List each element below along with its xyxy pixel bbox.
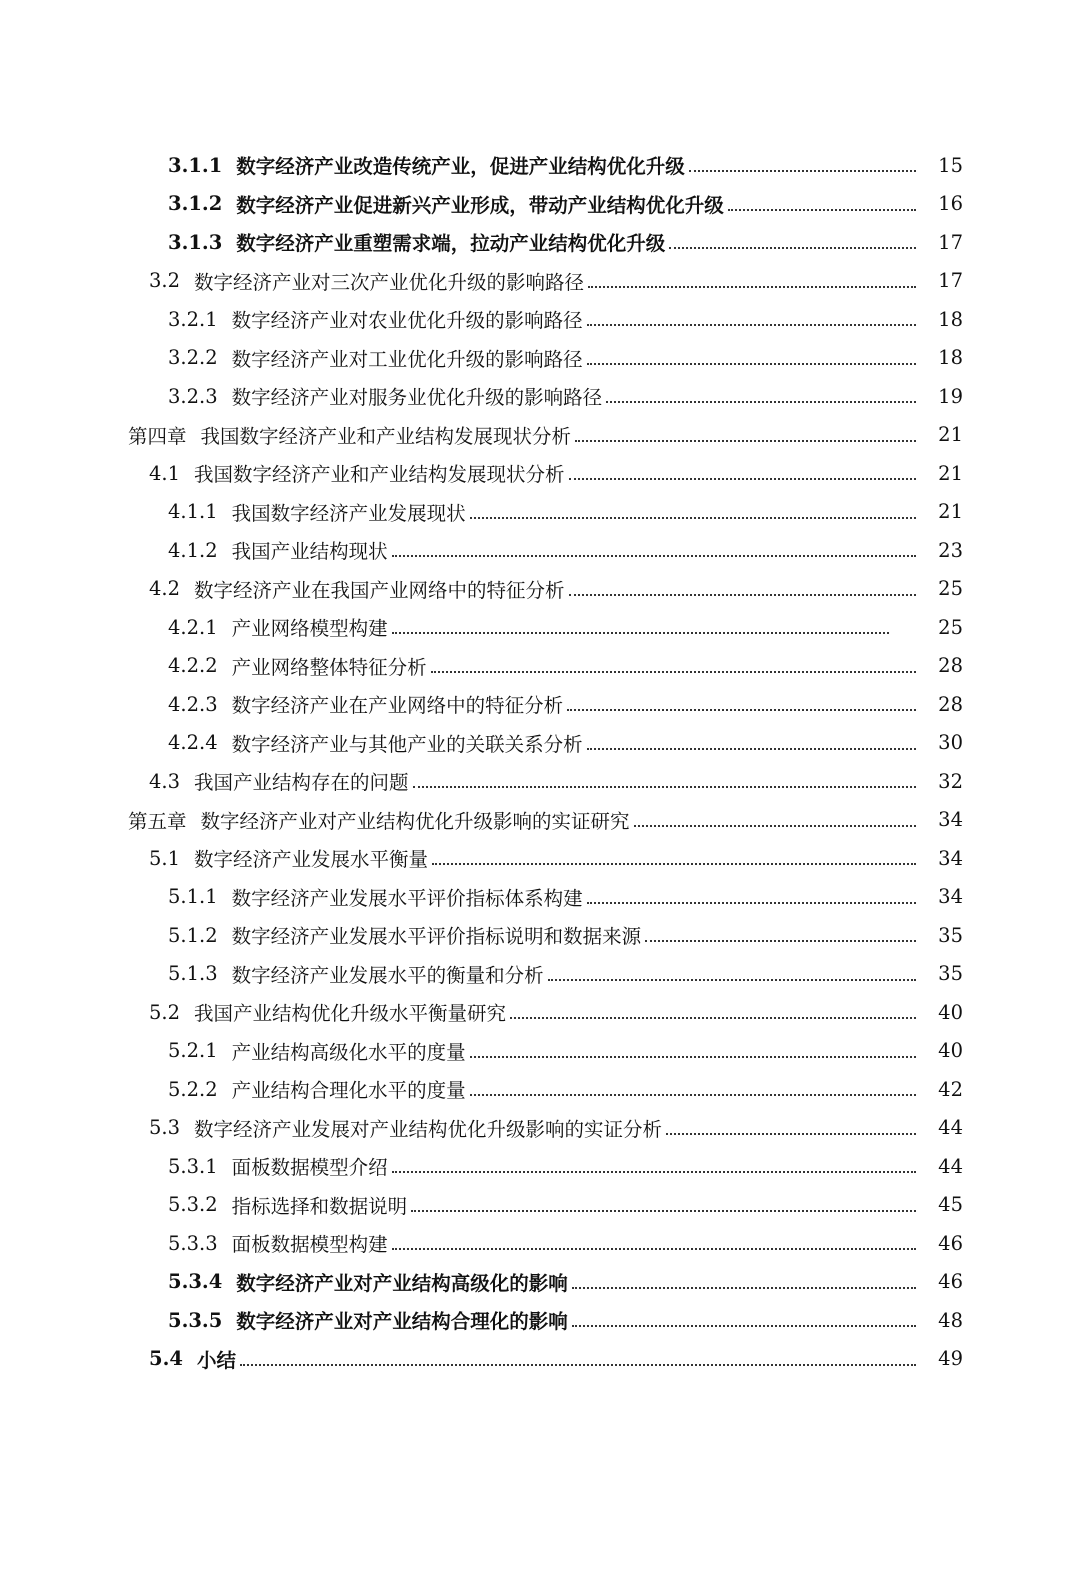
toc-entry-page: 34 [938, 808, 963, 832]
toc-entry-title: 产业结构合理化水平的度量 [231, 1079, 466, 1103]
dot-leader [587, 748, 916, 750]
dot-leader [567, 709, 916, 711]
toc-entry-number: 3.2.1 [168, 307, 218, 331]
dot-leader [569, 478, 916, 480]
toc-entry-number: 第四章 [128, 424, 187, 448]
toc-entry-title: 数字经济产业对工业优化升级的影响路径 [231, 347, 583, 371]
toc-entry-number: 4.2.2 [168, 654, 218, 678]
toc-entry-page: 28 [938, 654, 963, 678]
toc-entry-title: 数字经济产业在我国产业网络中的特征分析 [194, 578, 565, 602]
toc-entry[interactable] [0, 724, 1080, 763]
toc-entry-page: 44 [938, 1154, 963, 1178]
toc-entry-title: 产业网络模型构建 [231, 617, 388, 641]
toc-entry-number: 5.2.2 [168, 1077, 218, 1101]
dot-leader [572, 1287, 916, 1289]
toc-entry[interactable] [0, 1109, 1080, 1148]
toc-entry[interactable] [0, 416, 1080, 455]
toc-entry-number: 5.1.2 [168, 923, 218, 947]
toc-entry-page: 42 [938, 1077, 963, 1101]
toc-entry[interactable] [0, 839, 1080, 878]
toc-entry[interactable] [0, 223, 1080, 262]
dot-leader [392, 1171, 916, 1173]
toc-entry[interactable] [0, 993, 1080, 1032]
toc-entry-title: 数字经济产业对产业结构高级化的影响 [236, 1271, 568, 1295]
toc-entry[interactable] [0, 878, 1080, 917]
toc-entry-title: 我国数字经济产业和产业结构发展现状分析 [194, 463, 565, 487]
toc-entry[interactable] [0, 1340, 1080, 1379]
toc-entry-page: 40 [938, 1000, 963, 1024]
toc-entry-number: 3.1.2 [168, 192, 223, 216]
toc-entry-title: 数字经济产业对三次产业优化升级的影响路径 [194, 270, 585, 294]
toc-entry-page: 21 [938, 461, 963, 485]
toc-entry-title: 数字经济产业重塑需求端，拉动产业结构优化升级 [236, 232, 666, 256]
toc-entry[interactable] [0, 1032, 1080, 1071]
toc-entry-number: 4.2.1 [168, 615, 218, 639]
dot-leader [666, 1133, 916, 1135]
toc-entry[interactable] [0, 916, 1080, 955]
toc-entry-page: 18 [938, 307, 963, 331]
toc-entry[interactable] [0, 262, 1080, 301]
toc-entry-number: 5.1.1 [168, 885, 218, 909]
toc-entry-number: 5.3.5 [168, 1308, 223, 1332]
toc-entry-page: 15 [938, 153, 963, 177]
toc-entry-title: 产业网络整体特征分析 [231, 655, 427, 679]
toc-entry-page: 18 [938, 346, 963, 370]
toc-entry-page: 21 [938, 500, 963, 524]
dot-leader [392, 632, 889, 634]
toc-entry-title: 指标选择和数据说明 [231, 1194, 408, 1218]
toc-entry[interactable] [0, 531, 1080, 570]
dot-leader [392, 555, 916, 557]
toc-entry-title: 我国数字经济产业和产业结构发展现状分析 [200, 424, 572, 448]
toc-entry[interactable] [0, 801, 1080, 840]
toc-entry-number: 第五章 [128, 809, 187, 833]
toc-entry-number: 5.3.3 [168, 1231, 218, 1255]
toc-entry-number: 3.1.3 [168, 230, 223, 254]
toc-entry-number: 3.2 [149, 269, 181, 293]
toc-entry-page: 23 [938, 538, 963, 562]
table-of-contents [0, 146, 1080, 1378]
toc-entry-number: 5.3.4 [168, 1270, 223, 1294]
toc-entry[interactable] [0, 1224, 1080, 1263]
toc-entry-page: 28 [938, 692, 963, 716]
toc-entry-page: 35 [938, 962, 963, 986]
toc-entry-title: 我国产业结构优化升级水平衡量研究 [194, 1002, 507, 1026]
toc-entry-page: 17 [938, 269, 963, 293]
toc-entry-title: 数字经济产业发展水平评价指标说明和数据来源 [231, 925, 642, 949]
toc-entry-number: 4.2.3 [168, 692, 218, 716]
toc-entry-title: 数字经济产业在产业网络中的特征分析 [231, 694, 564, 718]
toc-entry-number: 4.1.1 [168, 500, 218, 524]
toc-entry[interactable] [0, 1186, 1080, 1225]
dot-leader [569, 594, 916, 596]
toc-entry-title: 数字经济产业发展对产业结构优化升级影响的实证分析 [194, 1117, 663, 1141]
toc-entry-number: 4.2.4 [168, 731, 218, 755]
toc-entry[interactable] [0, 955, 1080, 994]
toc-entry-title: 面板数据模型介绍 [231, 1156, 388, 1180]
toc-entry-number: 3.1.1 [168, 153, 223, 177]
dot-leader [689, 170, 916, 172]
toc-entry-number: 4.1 [149, 461, 181, 485]
dot-leader [470, 1094, 916, 1096]
toc-entry[interactable] [0, 570, 1080, 609]
toc-entry[interactable] [0, 300, 1080, 339]
toc-entry-page: 48 [938, 1308, 963, 1332]
toc-entry[interactable] [0, 146, 1080, 185]
toc-entry[interactable] [0, 339, 1080, 378]
toc-entry-title: 数字经济产业发展水平衡量 [194, 848, 429, 872]
toc-entry-page: 45 [938, 1193, 963, 1217]
toc-entry[interactable] [0, 647, 1080, 686]
dot-leader [669, 247, 916, 249]
dot-leader [645, 940, 916, 942]
toc-entry-number: 5.4 [149, 1347, 183, 1371]
dot-leader [572, 1325, 916, 1327]
toc-entry-page: 35 [938, 923, 963, 947]
toc-entry-title: 数字经济产业对产业结构优化升级影响的实证研究 [200, 809, 630, 833]
toc-entry-page: 32 [938, 769, 963, 793]
toc-entry[interactable] [0, 1070, 1080, 1109]
toc-entry-title: 数字经济产业促进新兴产业形成，带动产业结构优化升级 [236, 193, 724, 217]
toc-entry-number: 3.2.2 [168, 346, 218, 370]
toc-entry[interactable] [0, 608, 1080, 647]
toc-entry-number: 5.3 [149, 1116, 181, 1140]
toc-entry-title: 数字经济产业对农业优化升级的影响路径 [231, 309, 583, 333]
toc-entry-title: 小结 [196, 1348, 236, 1372]
toc-entry[interactable] [0, 1147, 1080, 1186]
toc-entry-number: 5.1 [149, 846, 181, 870]
dot-leader [606, 401, 916, 403]
toc-entry-title: 我国产业结构现状 [231, 540, 388, 564]
toc-entry-number: 5.2.1 [168, 1039, 218, 1063]
toc-entry[interactable] [0, 762, 1080, 801]
toc-entry-number: 5.1.3 [168, 962, 218, 986]
toc-entry-page: 46 [938, 1231, 963, 1255]
toc-entry-title: 面板数据模型构建 [231, 1233, 388, 1257]
dot-leader [575, 440, 916, 442]
toc-entry-title: 数字经济产业改造传统产业，促进产业结构优化升级 [236, 155, 685, 179]
toc-entry-title: 数字经济产业发展水平的衡量和分析 [231, 963, 544, 987]
toc-entry-page: 17 [938, 230, 963, 254]
dot-leader [510, 1017, 916, 1019]
toc-entry-number: 5.3.2 [168, 1193, 218, 1217]
toc-entry[interactable] [0, 1263, 1080, 1302]
toc-entry[interactable] [0, 685, 1080, 724]
dot-leader [470, 1056, 916, 1058]
toc-entry[interactable] [0, 454, 1080, 493]
toc-entry-number: 5.3.1 [168, 1154, 218, 1178]
dot-leader [587, 324, 916, 326]
toc-entry[interactable] [0, 377, 1080, 416]
toc-entry-page: 46 [938, 1270, 963, 1294]
dot-leader [587, 363, 916, 365]
toc-entry-page: 34 [938, 846, 963, 870]
dot-leader [470, 517, 916, 519]
dot-leader [240, 1364, 916, 1366]
toc-entry-title: 数字经济产业与其他产业的关联关系分析 [231, 732, 583, 756]
toc-entry-number: 4.3 [149, 769, 181, 793]
dot-leader [432, 863, 916, 865]
toc-entry-page: 40 [938, 1039, 963, 1063]
toc-entry-page: 34 [938, 885, 963, 909]
toc-entry-title: 数字经济产业发展水平评价指标体系构建 [231, 886, 583, 910]
dot-leader [588, 286, 916, 288]
toc-entry-page: 30 [938, 731, 963, 755]
dot-leader [431, 671, 916, 673]
toc-entry-page: 19 [938, 384, 963, 408]
toc-entry-title: 我国数字经济产业发展现状 [231, 501, 466, 525]
toc-entry-page: 21 [938, 423, 963, 447]
toc-entry-page: 16 [938, 192, 963, 216]
toc-entry-title: 我国产业结构存在的问题 [194, 771, 409, 795]
toc-entry-number: 3.2.3 [168, 384, 218, 408]
dot-leader [728, 209, 916, 211]
toc-entry-number: 4.1.2 [168, 538, 218, 562]
toc-entry-title: 数字经济产业对产业结构合理化的影响 [236, 1310, 568, 1334]
dot-leader [548, 979, 916, 981]
toc-entry-page: 44 [938, 1116, 963, 1140]
dot-leader [587, 902, 916, 904]
toc-entry-page: 25 [938, 615, 963, 639]
dot-leader [411, 1210, 916, 1212]
dot-leader [392, 1248, 916, 1250]
toc-entry[interactable] [0, 1301, 1080, 1340]
toc-entry-page: 25 [938, 577, 963, 601]
toc-entry[interactable] [0, 493, 1080, 532]
dot-leader [634, 825, 916, 827]
dot-leader [413, 786, 916, 788]
toc-entry-number: 4.2 [149, 577, 181, 601]
toc-entry-title: 数字经济产业对服务业优化升级的影响路径 [231, 386, 603, 410]
toc-entry-number: 5.2 [149, 1000, 181, 1024]
toc-entry[interactable] [0, 185, 1080, 224]
toc-entry-title: 产业结构高级化水平的度量 [231, 1040, 466, 1064]
toc-entry-page: 49 [938, 1347, 963, 1371]
